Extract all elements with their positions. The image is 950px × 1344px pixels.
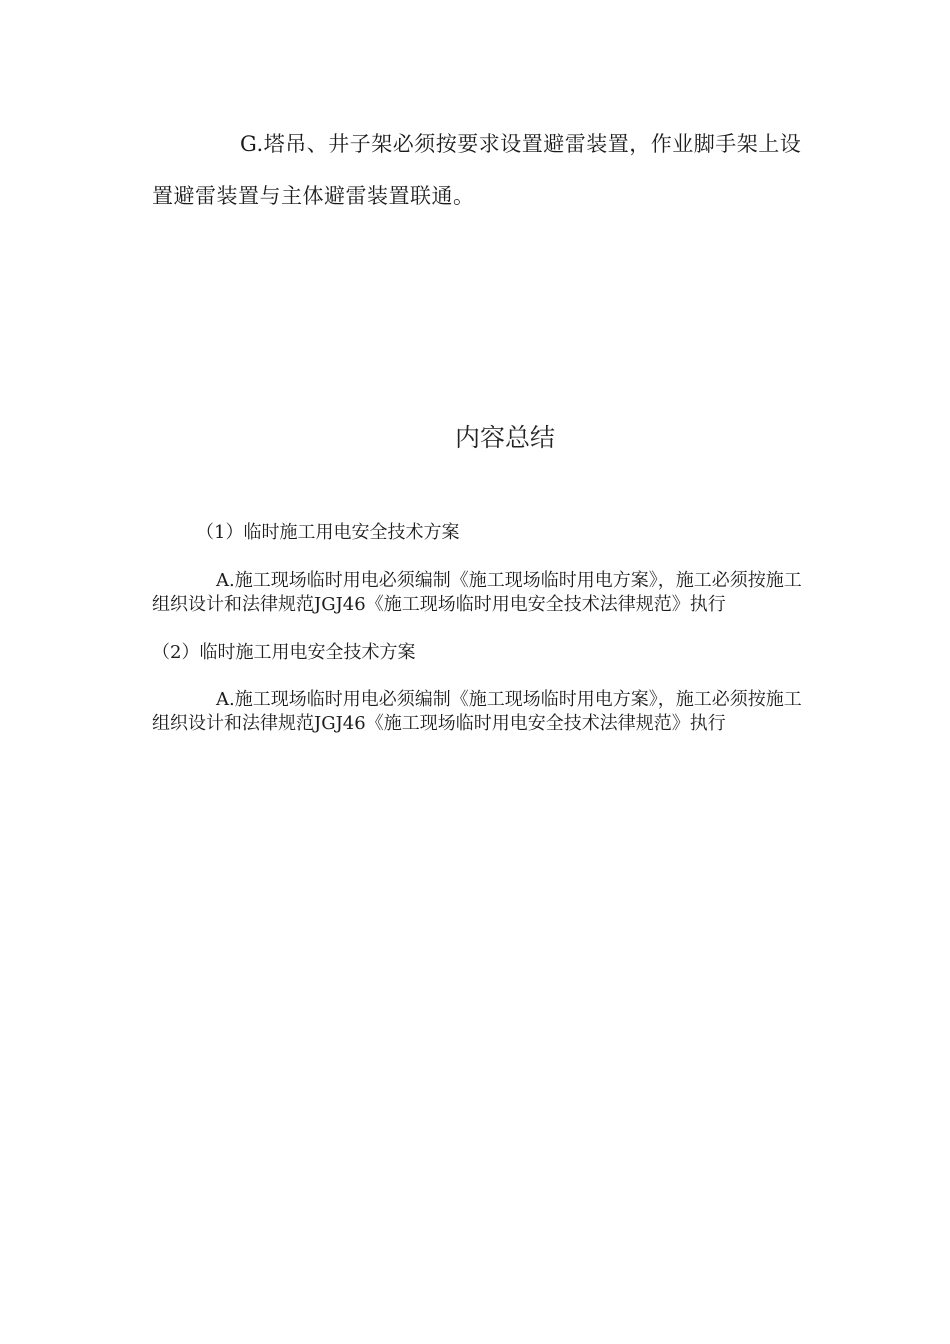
top-paragraph xyxy=(152,118,802,222)
section-2-body-text: A.施工现场临时用电必须编制《施工现场临时用电方案》，施工必须按施工组织设计和法律规范JGJ46《施工现场临时用电安全技术法律规范》执行 xyxy=(152,689,802,734)
section-1-heading: （1）临时施工用电安全技术方案 xyxy=(196,522,460,543)
section-1-body xyxy=(152,569,802,617)
section-1-body-text: A.施工现场临时用电必须编制《施工现场临时用电方案》，施工必须按施工组织设计和法律规范JGJ46《施工现场临时用电安全技术法律规范》执行 xyxy=(152,570,802,615)
top-paragraph-text: G.塔吊、井子架必须按要求设置避雷装置，作业脚手架上设置避雷装置与主体避雷装置联通。 xyxy=(152,132,802,208)
section-2-body xyxy=(152,688,802,736)
section-2-heading: （2）临时施工用电安全技术方案 xyxy=(152,642,416,663)
summary-title: 内容总结 xyxy=(454,423,555,452)
